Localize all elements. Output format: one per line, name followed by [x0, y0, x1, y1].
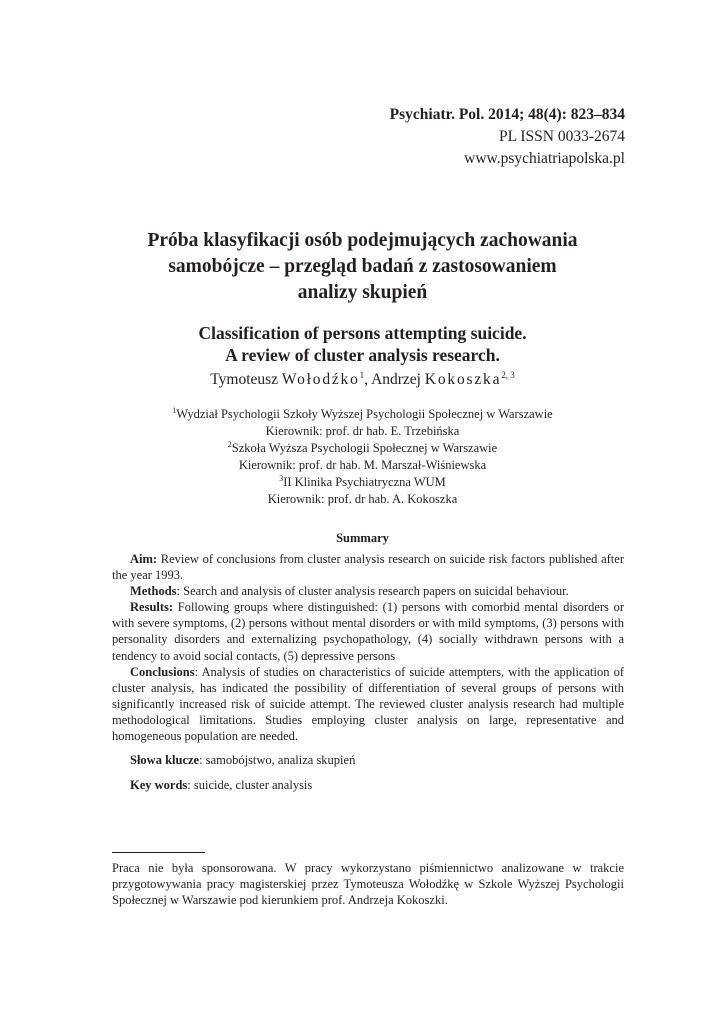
title-english-line: A review of cluster analysis research.: [225, 345, 500, 365]
title-polish-line: samobójcze – przegląd badań z zastosowaniem: [168, 256, 557, 277]
affiliation-marker: 1: [172, 405, 177, 415]
journal-website: www.psychiatriapolska.pl: [464, 150, 625, 167]
affiliation: [100, 406, 625, 440]
keywords-english-text: : suicide, cluster analysis: [187, 778, 313, 792]
affiliation: [100, 474, 625, 508]
title-english-line: Classification of persons attempting suicide.: [198, 323, 527, 343]
abstract-aim-text: Review of conclusions from cluster analysis research on suicide risk factors published after the year 1993.: [112, 552, 624, 583]
affiliation-institution: Szkoła Wyższa Psychologii Społecznej w Warszawie: [231, 441, 498, 455]
abstract-methods-text: Search and analysis of cluster analysis research papers on suicidal behaviour.: [180, 584, 569, 599]
title-polish: [100, 228, 625, 306]
affiliation: [100, 440, 625, 474]
keywords-english-label: Key words: [130, 778, 188, 792]
author-first-name: Tymoteusz: [210, 371, 282, 388]
affiliation-marker: 2: [227, 439, 232, 449]
affiliation-head: Kierownik: prof. dr hab. E. Trzebińska: [265, 424, 460, 438]
abstract-methods-colon: :: [176, 584, 181, 599]
summary-heading: Summary: [336, 531, 389, 545]
abstract-results: [112, 599, 624, 663]
affiliation-head: Kierownik: prof. dr hab. M. Marszał-Wiśniewska: [238, 458, 487, 472]
author-affiliation-marker: 1: [359, 369, 365, 380]
abstract-methods-label: Methods: [130, 584, 177, 599]
affiliation-institution: II Klinika Psychiatryczna WUM: [283, 475, 446, 489]
keywords-english: [130, 777, 312, 793]
abstract-conclusions: [112, 664, 624, 744]
author-first-name: Andrzej: [371, 371, 425, 388]
abstract-conclusions-label: Conclusions: [130, 664, 195, 679]
journal-citation: Psychiatr. Pol. 2014; 48(4): 823–834: [389, 106, 625, 123]
author-affiliation-marker: 2, 3: [501, 369, 515, 380]
title-english: [100, 322, 625, 366]
affiliation-institution: Wydział Psychologii Szkoły Wyższej Psychologii Społecznej w Warszawie: [176, 407, 553, 421]
abstract-results-label: Results:: [130, 600, 174, 615]
abstract-aim-label: Aim:: [130, 552, 158, 566]
affiliations: [100, 406, 625, 508]
keywords-polish-text: : samobójstwo, analiza skupień: [199, 753, 356, 767]
abstract-aim: [112, 551, 624, 583]
footnote: Praca nie była sponsorowana. W pracy wykorzystano piśmiennictwo analizowane w trakcie przygotowywania pracy magisterskiej przez Tymoteusza Wołodźkę w Szkole Wyższej Psychologii Społecznej w Warszawie pod kierunkiem prof. Andrzeja Kokoszki.: [112, 861, 624, 908]
journal-header: [390, 104, 625, 170]
title-polish-line: Próba klasyfikacji osób podejmujących zachowania: [147, 230, 578, 251]
author-separator: ,: [364, 371, 372, 388]
affiliation-head: Kierownik: prof. dr hab. A. Kokoszka: [267, 492, 458, 506]
author-list: [100, 370, 625, 390]
abstract: [112, 551, 624, 744]
abstract-results-text: Following groups where distinguished: (1) persons with comorbid mental disorders or with severe symptoms, (2) persons without mental disorders or with mild symptoms, (3) persons with personality disorders and externalizing psychopathology, (4) socially withdrawn persons with a tendency to avoid social contacts, (5) depressive persons: [112, 600, 624, 663]
keywords-polish: [130, 752, 355, 768]
journal-issn: PL ISSN 0033-2674: [498, 128, 625, 145]
footnote-divider: [112, 852, 205, 853]
affiliation-marker: 3: [279, 473, 284, 483]
title-polish-line: analizy skupień: [297, 282, 428, 303]
abstract-methods: [112, 583, 624, 599]
keywords-polish-label: Słowa klucze: [130, 753, 200, 767]
author-surname: Wołodźko: [281, 371, 360, 388]
author-surname: Kokoszka: [424, 371, 502, 388]
abstract-conclusions-text: : Analysis of studies on characteristics of suicide attempters, with the application of cluster analysis, has indicated the possibility of differentiation of several groups of persons with significantly increased risk of suicide attempt. The reviewed cluster analysis research had multiple methodological limitations. Studies employing cluster analysis on large, representative and homogeneous population are needed.: [112, 664, 624, 744]
